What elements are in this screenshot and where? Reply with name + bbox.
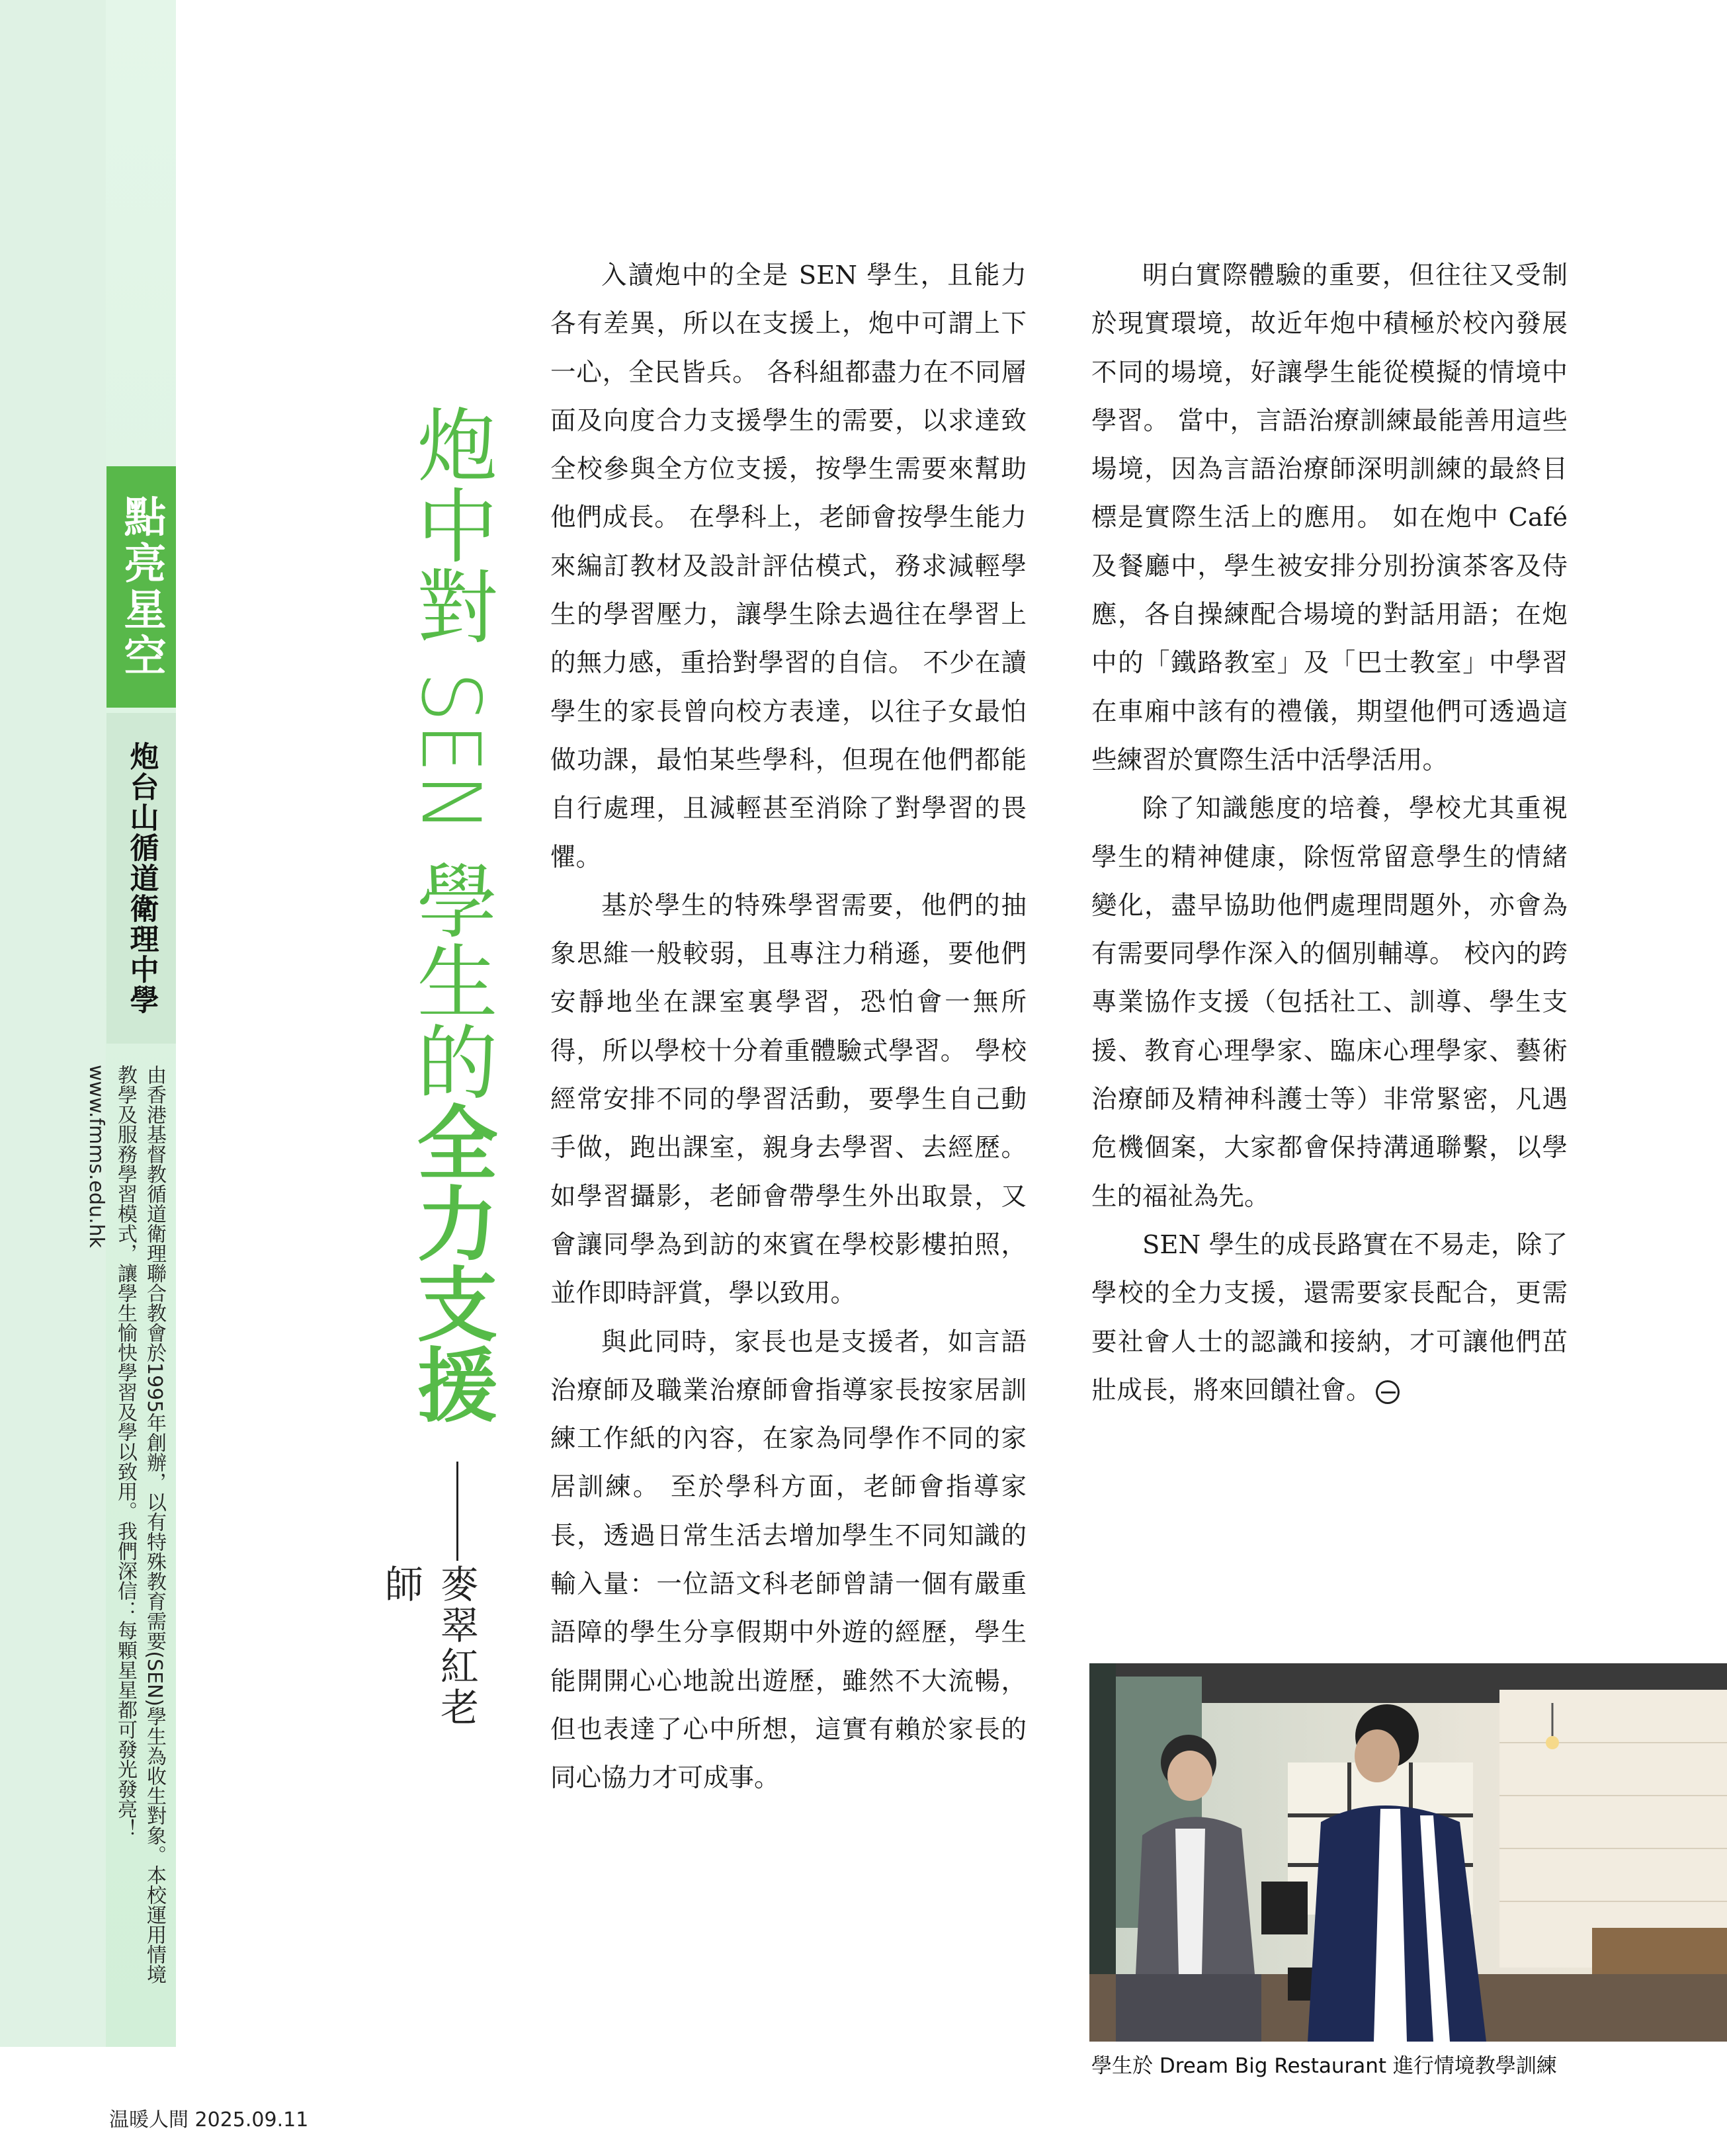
restaurant-photo <box>1089 1663 1727 2042</box>
body-paragraph: 除了知識態度的培養，學校尤其重視學生的精神健康，除恆常留意學生的情緒變化，盡早協助他們處理問題外，亦會為有需要同學作深入的個別輔導。 校內的跨專業協作支援（包括社工、訓導、學生支援、教育心理學家、臨床心理學家、藝術治療師及精神科護士等）非常緊密，凡遇危機個案，大家都會保持溝通聯繫，以學生的福祉為先。 <box>1091 794 1568 1212</box>
body-paragraph-last <box>1091 1221 1568 1415</box>
body-paragraph: 明白實際體驗的重要，但往往又受制於現實環境，故近年炮中積極於校內發展不同的場境，好讓學生能從模擬的情境中學習。 當中，言語治療訓練最能善用這些場境，因為言語治療師深明訓練的最終目標是實際生活上的應用。 如在炮中 Café 及餐廳中，學生被安排分別扮演茶客及侍應，各自操練配合場境的對話用語；在炮中的「鐵路教室」及「巴士教室」中學習在車廂中該有的禮儀，期望他們可透過這些練習於實際生活中活學活用。 <box>1091 261 1568 775</box>
body-paragraph: 與此同時，家長也是支援者，如言語治療師及職業治療師會指導家長按家居訓練工作紙的內容，在家為同學作不同的家居訓練。 至於學科方面，老師會指導家長，透過日常生活去增加學生不同知識的輸入量：一位語文科老師曾請一個有嚴重語障的學生分享假期中外遊的經歷，學生能開開心心地說出遊歷，雖然不大流暢，但也表達了心中所想，這實有賴於家長的同心協力才可成事。 <box>550 1327 1027 1794</box>
body-paragraph-text: SEN 學生的成長路實在不易走，除了學校的全力支援，還需要家長配合，更需要社會人士的認識和接納，才可讓他們茁壯成長，將來回饋社會。 <box>1091 1229 1568 1405</box>
article-title <box>394 403 500 1475</box>
school-name-tag: 炮台山循道衛理中學 <box>106 713 176 1044</box>
title-light: 炮中對 SEN 學生的 <box>403 403 497 1102</box>
title-bold: 全力支援 <box>403 1101 497 1425</box>
body-paragraph: 基於學生的特殊學習需要，他們的抽象思維一般較弱，且專注力稍遜，要他們安靜地坐在課室裏學習，恐怕會一無所得，所以學校十分着重體驗式學習。 學校經常安排不同的學習活動，要學生自己動手做，跑出課室，親身去學習、去經歷。 如學習攝影，老師會帶學生外出取景，又會讓同學為到訪的來賓在學校影樓拍照，並作即時評賞，學以致用。 <box>550 890 1027 1309</box>
category-tag: 點亮星空 <box>106 466 176 708</box>
page-footer: 温暖人間 2025.09.11 <box>109 2108 309 2132</box>
end-mark-icon <box>1376 1380 1400 1404</box>
school-description: 由香港基督教循道衛理聯合教會於1995年創辦，以有特殊教育需要(SEN)學生為收生對象。本校運用情境教學及服務學習模式，讓學生愉快學習及學以致用。我們深信：每顆星星都可發光發亮！www.fmms.edu.hk <box>85 1065 166 1985</box>
body-paragraph: 入讀炮中的全是 SEN 學生，且能力各有差異，所以在支援上，炮中可謂上下一心，全民皆兵。 各科組都盡力在不同層面及向度合力支援學生的需要，以求達致全校參與全方位支援，按學生需要來幫助他們成長。 在學科上，老師會按學生能力來編訂教材及設計評估模式，務求減輕學生的學習壓力，讓學生除去過往在學習上的無力感，重拾對學習的自信。 不少在讀學生的家長曾向校方表達，以往子女最怕做功課，最怕某些學科，但現在他們都能自行處理，且減輕甚至消除了對學習的畏懼。 <box>550 261 1027 872</box>
body-column-2 <box>1091 251 1568 1415</box>
photo-caption: 學生於 Dream Big Restaurant 進行情境教學訓練 <box>1091 2054 1557 2078</box>
title-dash <box>456 1462 458 1561</box>
body-column-1 <box>550 251 1027 1803</box>
author-name: 麥翠紅老師 <box>378 1564 479 1728</box>
